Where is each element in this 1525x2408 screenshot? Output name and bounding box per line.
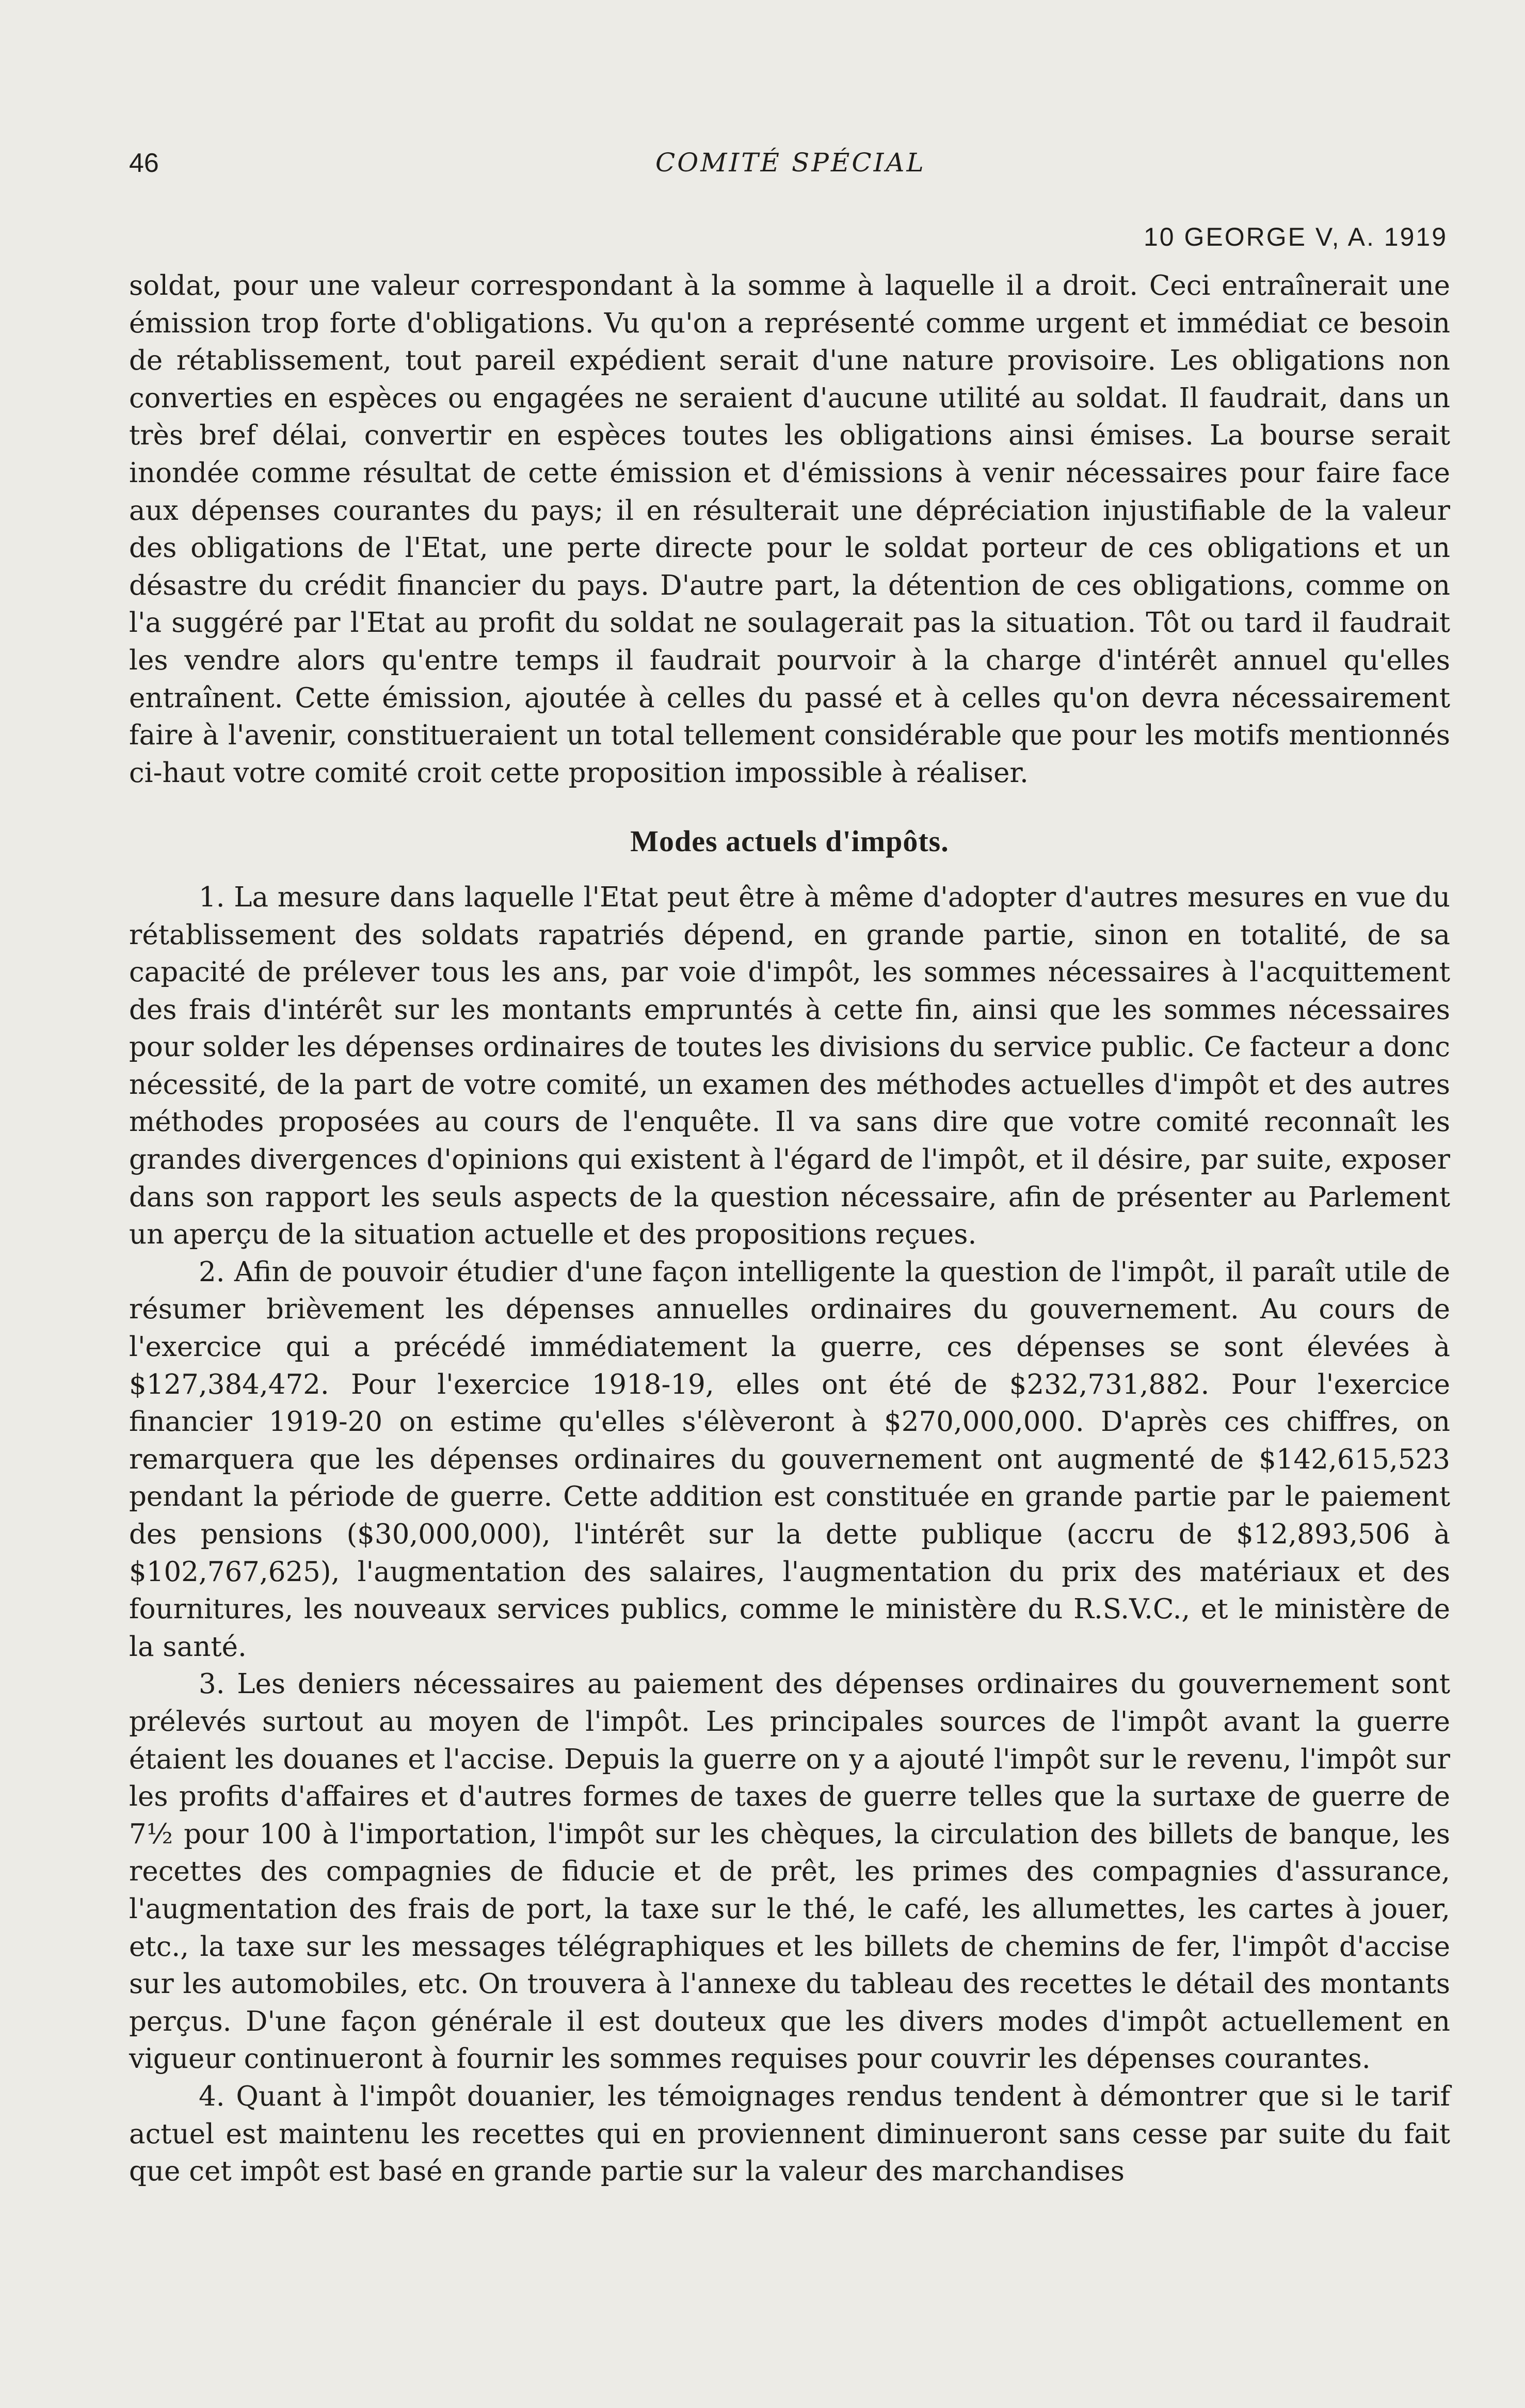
page-header bbox=[129, 148, 1450, 194]
paragraph-1: 1. La mesure dans laquelle l'Etat peut être à même d'adopter d'autres mesures en vue du rétablissement des soldats rapatriés dépend, en grande partie, sinon en totalité, de sa capacité de prélever tous les ans, par voie d'impôt, les sommes nécessaires à l'acquittement des frais d'intérêt sur les montants empruntés à cette fin, ainsi que les sommes nécessaires pour solder les dépenses ordinaires de toutes les divisions du service public. Ce facteur a donc nécessité, de la part de votre comité, un examen des méthodes actuelles d'impôt et des autres méthodes proposées au cours de l'enquête. Il va sans dire que votre comité reconnaît les grandes divergences d'opinions qui existent à l'égard de l'impôt, et il désire, par suite, exposer dans son rapport les seuls aspects de la question nécessaire, afin de présenter au Parlement un aperçu de la situation actuelle et des propositions reçues. bbox=[129, 881, 1450, 1251]
body-text bbox=[129, 267, 1450, 2191]
paragraph-4: 4. Quant à l'impôt douanier, les témoignages rendus tendent à démontrer que si le tarif actuel est maintenu les recettes qui en proviennent diminueront sans cesse par suite du fait que cet impôt est basé en grande partie sur la valeur des marchandises bbox=[129, 2080, 1450, 2188]
paragraph-3: 3. Les deniers nécessaires au paiement des dépenses ordinaires du gouvernement sont prélevés surtout au moyen de l'impôt. Les principales sources de l'impôt avant la guerre étaient les douanes et l'accise. Depuis la guerre on y a ajouté l'impôt sur le revenu, l'impôt sur les profits d'affaires et d'autres formes de taxes de guerre telles que la surtaxe de guerre de 7½ pour 100 à l'importation, l'impôt sur les chèques, la circulation des billets de banque, les recettes des compagnies de fiducie et de prêt, les primes des compagnies d'assurance, l'augmentation des frais de port, la taxe sur le thé, le café, les allumettes, les cartes à jouer, etc., la taxe sur les messages télégraphiques et les billets de chemins de fer, l'impôt d'accise sur les automobiles, etc. On trouvera à l'annexe du tableau des recettes le détail des montants perçus. D'une façon générale il est douteux que les divers modes d'impôt actuellement en vigueur continueront à fournir les sommes requises pour couvrir les dépenses courantes. bbox=[129, 1668, 1450, 2075]
page-number: 46 bbox=[129, 148, 159, 178]
section-heading: Modes actuels d'impôts. bbox=[630, 824, 949, 858]
running-title: COMITÉ SPÉCIAL bbox=[655, 148, 926, 178]
session-label: 10 GEORGE V, A. 1919 bbox=[1143, 222, 1448, 251]
paragraph-2: 2. Afin de pouvoir étudier d'une façon intelligente la question de l'impôt, il paraît utile de résumer brièvement les dépenses annuelles ordinaires du gouvernement. Au cours de l'exercice qui a précédé immédiatement la guerre, ces dépenses se sont élevées à $127,384,472. Pour l'exercice 1918-19, elles ont été de $232,731,882. Pour l'exercice financier 1919-20 on estime qu'elles s'élèveront à $270,000,000. D'après ces chiffres, on remarquera que les dépenses ordinaires du gouvernement ont augmenté de $142,615,523 pendant la période de guerre. Cette addition est constituée en grande partie par le paiement des pensions ($30,000,000), l'intérêt sur la dette publique (accru de $12,893,506 à $102,767,625), l'augmentation des salaires, l'augmentation du prix des matériaux et des fournitures, les nouveaux services publics, comme le ministère du R.S.V.C., et le ministère de la santé. bbox=[129, 1256, 1450, 1663]
continuation-paragraph: soldat, pour une valeur correspondant à la somme à laquelle il a droit. Ceci entraînerait une émission trop forte d'obligations. Vu qu'on a représenté comme urgent et immédiat ce besoin de rétablissement, tout pareil expédient serait d'une nature provisoire. Les obligations non converties en espèces ou engagées ne seraient d'aucune utilité au soldat. Il faudrait, dans un très bref délai, convertir en espèces toutes les obligations ainsi émises. La bourse serait inondée comme résultat de cette émission et d'émissions à venir nécessaires pour faire face aux dépenses courantes du pays; il en résulterait une dépréciation injustifiable de la valeur des obligations de l'Etat, une perte directe pour le soldat porteur de ces obligations et un désastre du crédit financier du pays. D'autre part, la détention de ces obligations, comme on l'a suggéré par l'Etat au profit du soldat ne soulagerait pas la situation. Tôt ou tard il faudrait les vendre alors qu'entre temps il faudrait pourvoir à la charge d'intérêt annuel qu'elles entraînent. Cette émission, ajoutée à celles du passé et à celles qu'on devra nécessairement faire à l'avenir, constitueraient un total tellement considérable que pour les motifs mentionnés ci-haut votre comité croit cette proposition impossible à réaliser. bbox=[129, 270, 1450, 789]
